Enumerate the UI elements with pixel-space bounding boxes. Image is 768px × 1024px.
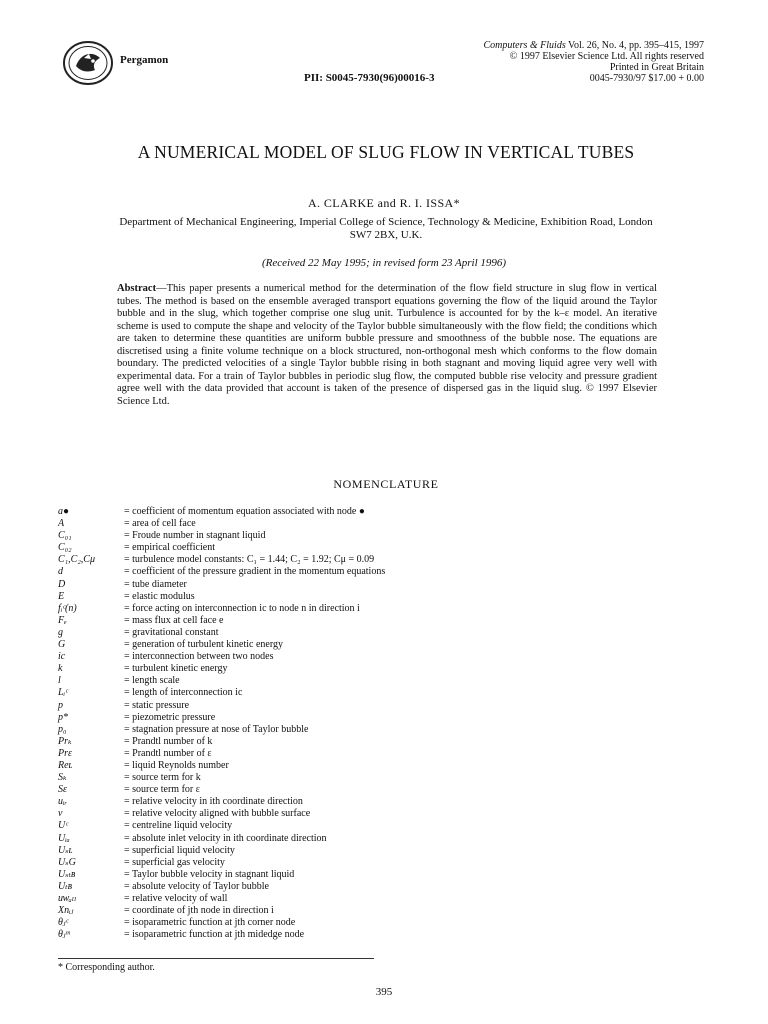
nomenclature-symbol: p₀ [58, 723, 67, 735]
nomenclature-symbol: Lᵢᶜ [58, 687, 68, 699]
nomenclature-row [58, 712, 678, 724]
received-dates: (Received 22 May 1995; in revised form 23 April 1996) [261, 257, 507, 269]
nomenclature-row [58, 542, 678, 554]
nomenclature-row [58, 700, 678, 712]
nomenclature-definition: = empirical coefficient [124, 542, 215, 554]
nomenclature-row [58, 808, 678, 820]
nomenclature-symbol: Sₖ [58, 772, 67, 784]
nomenclature-symbol: g [58, 626, 63, 638]
publisher-name: Pergamon [120, 54, 169, 66]
nomenclature-symbol: θⱼᵐ [58, 929, 70, 941]
nomenclature-symbol: G [58, 639, 66, 651]
nomenclature-row [58, 917, 678, 929]
pergamon-logo-icon [62, 40, 114, 86]
nomenclature-row [58, 893, 678, 905]
abstract-heading: Abstract [117, 283, 157, 294]
nomenclature-row [58, 724, 678, 736]
nomenclature-definition: = absolute velocity of Taylor bubble [124, 880, 269, 892]
nomenclature-symbol: Reʟ [58, 759, 73, 771]
nomenclature-definition: = liquid Reynolds number [124, 759, 229, 771]
nomenclature-row [58, 639, 678, 651]
article-authors: A. CLARKE and R. I. ISSA* [307, 196, 460, 210]
nomenclature-symbol: C₀₂ [58, 542, 72, 554]
nomenclature-row [58, 857, 678, 869]
nomenclature-definition: = Prandtl number of ε [124, 747, 212, 759]
nomenclature-row [58, 506, 678, 518]
nomenclature-definition: = Prandtl number of k [124, 735, 213, 747]
nomenclature-symbol: Uₛʟ [58, 844, 73, 856]
nomenclature-definition: = turbulence model constants: C₁ = 1.44; C₂ = 1.92; Cμ = 0.09 [124, 554, 375, 566]
nomenclature-symbol: Prε [58, 747, 72, 759]
nomenclature-row [58, 905, 678, 917]
nomenclature-row [58, 579, 678, 591]
nomenclature-definition: = Froude number in stagnant liquid [124, 530, 266, 542]
nomenclature-row [58, 591, 678, 603]
nomenclature-symbol: C₀₁ [58, 530, 72, 542]
nomenclature-definition: = relative velocity aligned with bubble surface [124, 808, 311, 820]
nomenclature-row [58, 929, 678, 941]
price-line: 0045-7930/97 $17.00 + 0.00 [589, 73, 704, 84]
nomenclature-row [58, 796, 678, 808]
nomenclature-symbol: Xnᵢⱼ [58, 905, 74, 917]
footnote-divider [58, 958, 374, 959]
nomenclature-symbol: θⱼᶜ [58, 917, 69, 929]
nomenclature-symbol: Uₛₜʙ [58, 868, 76, 880]
nomenclature-row [58, 845, 678, 857]
nomenclature-symbol: k [58, 663, 63, 675]
journal-citation [484, 40, 705, 51]
nomenclature-definition: = generation of turbulent kinetic energy [124, 639, 284, 651]
nomenclature-definition: = gravitational constant [124, 626, 219, 638]
nomenclature-row [58, 651, 678, 663]
nomenclature-symbol: Uᶜ [58, 820, 68, 832]
abstract-body: —This paper presents a numerical method for the determination of the flow field structure in slug flow in vertical tubes. The method is based on the ensemble averaged transport equations governing the flow of the liquid around the Taylor bubble and in the slug, which together comprise one slug unit. Turbulence is accounted for by the k–ε model. An iterative scheme is used to compute the shape and velocity of the Taylor bubble simultaneously with the flow field; the conditions which are taken to determine these quantities are uniform bubble pressure and smoothness of the bubble nose. The equations are discretised using a finite volume technique on a block structured, non-orthogonal mesh which conforms to the flow domain boundary. The predicted velocities of a single Taylor bubble rising in both stagnant and moving liquid agree very well with experimental data. For a train of Taylor bubbles in periodic slug flow, the computed bubble rise velocity and pressure gradient agree well with the data provided that account is taken of the presence of dispersed gas in the liquid slug. © 1997 Elsevier Science Ltd. [117, 283, 657, 407]
nomenclature-row [58, 736, 678, 748]
nomenclature-symbol: Uₜʙ [58, 880, 72, 892]
nomenclature-definition: = relative velocity in ith coordinate direction [124, 796, 303, 808]
nomenclature-row [58, 687, 678, 699]
nomenclature-row [58, 554, 678, 566]
nomenclature-symbol: v [58, 808, 63, 820]
nomenclature-row [58, 833, 678, 845]
nomenclature-definition: = mass flux at cell face e [124, 614, 224, 626]
nomenclature-symbol: ic [58, 651, 66, 663]
nomenclature-definition: = area of cell face [124, 518, 196, 530]
nomenclature-row [58, 615, 678, 627]
nomenclature-symbol: Fₑ [58, 614, 67, 626]
nomenclature-symbol: C₁,C₂,Cμ [58, 554, 95, 566]
nomenclature-row [58, 663, 678, 675]
page-number: 395 [375, 986, 393, 998]
nomenclature-symbol: p [58, 699, 63, 711]
nomenclature-row [58, 675, 678, 687]
nomenclature-row [58, 627, 678, 639]
nomenclature-row [58, 820, 678, 832]
nomenclature-definition: = absolute inlet velocity in ith coordinate direction [124, 832, 327, 844]
nomenclature-symbol: Uᵢₐ [58, 832, 70, 844]
copyright-line: © 1997 Elsevier Science Ltd. All rights reserved [509, 51, 704, 62]
nomenclature-symbol: Prₖ [58, 735, 72, 747]
nomenclature-definition: = static pressure [124, 699, 190, 711]
pii-identifier: PII: S0045-7930(96)00016-3 [304, 72, 435, 84]
nomenclature-heading: NOMENCLATURE [333, 477, 439, 491]
nomenclature-definition: = tube diameter [124, 578, 187, 590]
journal-volume: Vol. 26, No. 4, pp. 395–415, 1997 [565, 40, 704, 51]
nomenclature-row [58, 603, 678, 615]
nomenclature-symbol: D [58, 578, 66, 590]
nomenclature-symbol: l [58, 675, 61, 687]
nomenclature-row [58, 530, 678, 542]
nomenclature-row [58, 760, 678, 772]
article-title: A NUMERICAL MODEL OF SLUG FLOW IN VERTICAL TUBES [137, 142, 635, 162]
nomenclature-symbol: fᵢᶜ(n) [58, 602, 77, 614]
nomenclature-symbol: a● [58, 506, 70, 517]
nomenclature-definition: = length of interconnection ic [124, 687, 243, 699]
nomenclature-definition: = coefficient of momentum equation associated with node ● [124, 506, 365, 517]
nomenclature-definition: = force acting on interconnection ic to node n in direction i [124, 602, 360, 614]
nomenclature-row [58, 772, 678, 784]
nomenclature-row [58, 518, 678, 530]
abstract [117, 283, 657, 408]
nomenclature-definition: = interconnection between two nodes [124, 651, 274, 663]
footnote: * Corresponding author. [58, 962, 155, 973]
nomenclature-definition: = length scale [124, 675, 180, 687]
nomenclature-definition: = isoparametric function at jth midedge node [124, 929, 305, 941]
journal-citation-block [484, 40, 705, 84]
nomenclature-list [58, 506, 678, 941]
nomenclature-definition: = superficial liquid velocity [124, 844, 235, 856]
nomenclature-symbol: uᴡₐₗₗ [58, 893, 77, 904]
nomenclature-definition: = Taylor bubble velocity in stagnant liquid [124, 868, 295, 880]
nomenclature-definition: = piezometric pressure [124, 711, 216, 723]
nomenclature-row [58, 748, 678, 760]
nomenclature-row [58, 566, 678, 578]
nomenclature-symbol: d [58, 566, 63, 578]
nomenclature-symbol: Sε [58, 784, 67, 796]
nomenclature-definition: = stagnation pressure at nose of Taylor bubble [124, 723, 309, 735]
nomenclature-symbol: E [58, 590, 65, 602]
journal-name: Computers & Fluids [483, 40, 566, 51]
nomenclature-row [58, 784, 678, 796]
nomenclature-symbol: p* [58, 711, 68, 723]
nomenclature-definition: = coordinate of jth node in direction i [124, 905, 274, 917]
nomenclature-definition: = elastic modulus [124, 590, 195, 602]
nomenclature-definition: = centreline liquid velocity [124, 820, 233, 832]
nomenclature-row [58, 869, 678, 881]
nomenclature-definition: = superficial gas velocity [124, 856, 225, 868]
nomenclature-definition: = source term for k [124, 772, 201, 784]
nomenclature-definition: = coefficient of the pressure gradient in the momentum equations [124, 566, 386, 578]
nomenclature-row [58, 881, 678, 893]
nomenclature-symbol: uᵢᵣ [58, 796, 68, 808]
nomenclature-definition: = relative velocity of wall [124, 893, 228, 904]
nomenclature-definition: = source term for ε [124, 784, 200, 796]
printed-line: Printed in Great Britain [609, 62, 704, 73]
nomenclature-definition: = isoparametric function at jth corner node [124, 917, 296, 929]
nomenclature-definition: = turbulent kinetic energy [124, 663, 228, 675]
nomenclature-symbol: A [58, 518, 65, 530]
author-affiliation: Department of Mechanical Engineering, Imperial College of Science, Technology & Medicine, Exhibition Road, London SW7 2BX, U.K. [119, 216, 653, 241]
nomenclature-symbol: UₛG [58, 856, 76, 868]
